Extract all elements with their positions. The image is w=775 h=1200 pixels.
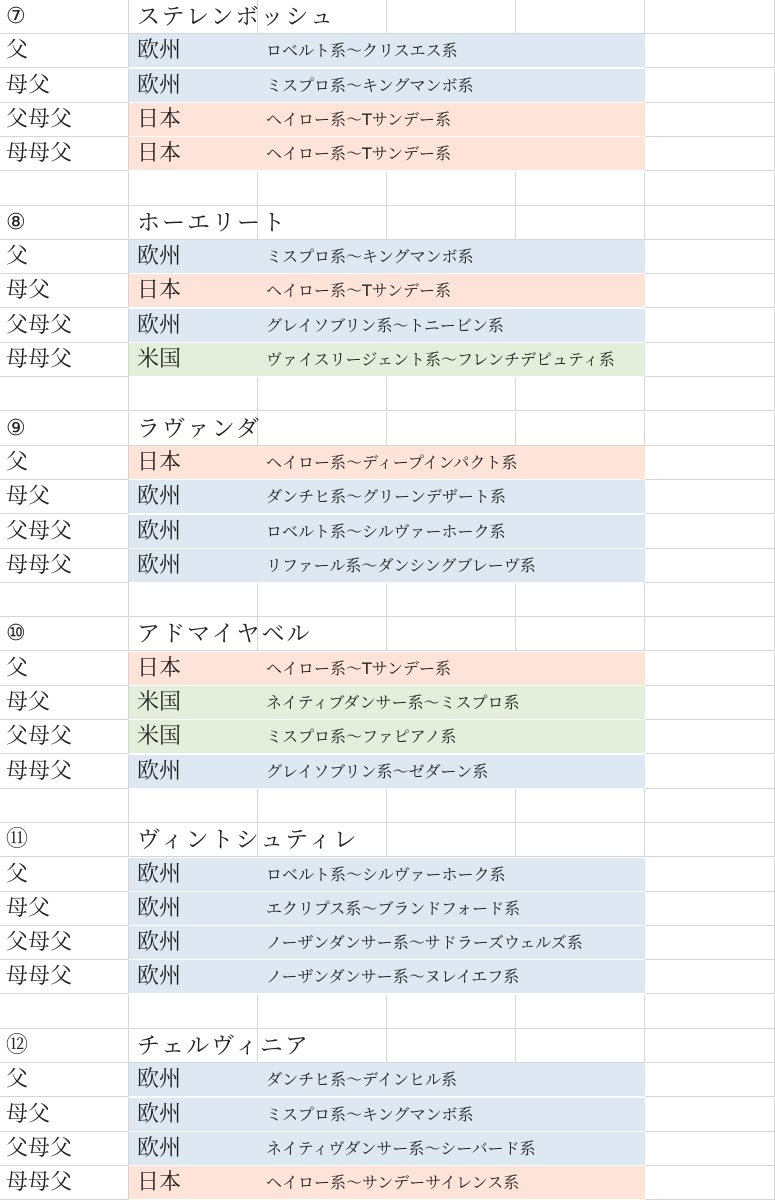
grid-cell[interactable] [387,1029,516,1063]
lineage-label: グレイソブリン系〜トニービン系 [266,315,504,335]
horse-name: チェルヴィニア [137,1033,310,1059]
region-label: 欧州 [137,312,182,338]
grid-cell[interactable] [645,343,775,377]
grid-cell[interactable] [645,137,775,171]
grid-cell[interactable] [516,412,645,446]
horse-name: アドマイヤベル [137,621,312,648]
blank-row [0,583,775,617]
pedigree-row [0,652,775,686]
pedigree-position-label: 父母父 [6,312,73,338]
pedigree-position-label: 母母父 [6,964,73,990]
grid-cell[interactable] [0,789,129,823]
grid-cell[interactable] [129,995,258,1029]
pedigree-position-label: 父 [6,449,29,475]
pedigree-row [0,309,775,343]
pedigree-position-label: 母母父 [6,141,73,167]
pedigree-row [0,926,775,960]
region-label: 日本 [137,278,182,304]
grid-cell[interactable] [645,103,775,137]
pedigree-row [0,446,775,480]
lineage-label: ヘイロー系〜Tサンデー系 [266,144,451,164]
pedigree-row [0,720,775,754]
horse-number: ⑦ [6,4,26,29]
region-label: 欧州 [137,244,182,270]
grid-cell[interactable] [645,1132,775,1166]
pedigree-position-label: 父 [6,1067,29,1093]
grid-cell[interactable] [645,480,775,514]
grid-cell[interactable] [516,823,645,857]
grid-cell[interactable] [0,995,129,1029]
region-label: 欧州 [137,1067,182,1093]
lineage-label: ロベルト系〜シルヴァーホーク系 [266,521,506,541]
pedigree-position-label: 父母父 [6,518,73,544]
grid-cell[interactable] [645,0,775,34]
pedigree-row [0,69,775,103]
lineage-label: ロベルト系〜シルヴァーホーク系 [266,864,506,884]
grid-cell[interactable] [645,617,775,651]
grid-cell[interactable] [645,583,775,617]
pedigree-position-label: 母母父 [6,347,73,372]
grid-cell[interactable] [387,377,516,411]
grid-cell[interactable] [258,583,387,617]
grid-cell[interactable] [258,172,387,206]
grid-cell[interactable] [645,274,775,308]
grid-cell[interactable] [387,823,516,857]
horse-name: ラヴァンダ [137,415,261,442]
horse-number: ⑫ [6,1033,29,1058]
pedigree-row [0,1132,775,1166]
pedigree-position-label: 母母父 [6,758,73,784]
region-label: 欧州 [137,38,182,64]
region-label: 欧州 [137,930,182,956]
pedigree-row [0,686,775,720]
region-label: 欧州 [137,552,182,578]
grid-cell[interactable] [387,412,516,446]
pedigree-row [0,240,775,274]
region-label: 米国 [137,724,182,750]
grid-cell[interactable] [645,1063,775,1097]
grid-cell[interactable] [387,172,516,206]
lineage-label: ミスプロ系〜キングマンボ系 [266,247,474,267]
grid-cell[interactable] [516,172,645,206]
region-label: 欧州 [137,758,182,784]
horse-name: ホーエリート [137,209,287,236]
grid-cell[interactable] [645,995,775,1029]
lineage-label: ヘイロー系〜ディープインパクト系 [266,452,518,472]
pedigree-row [0,960,775,994]
region-label: 日本 [137,106,182,132]
grid-cell[interactable] [516,583,645,617]
horse-header-row [0,823,775,857]
pedigree-position-label: 父 [6,244,29,270]
horse-number: ⑨ [6,415,26,441]
grid-cell[interactable] [0,377,129,411]
grid-cell[interactable] [258,377,387,411]
grid-cell[interactable] [645,755,775,789]
horse-header-row [0,617,775,651]
region-label: 日本 [137,1170,182,1196]
pedigree-position-label: 母母父 [6,1170,73,1196]
grid-cell[interactable] [645,377,775,411]
lineage-label: ヘイロー系〜サンデーサイレンス系 [266,1173,520,1193]
horse-header-row [0,0,775,34]
grid-cell[interactable] [129,789,258,823]
grid-cell[interactable] [129,172,258,206]
lineage-label: ミスプロ系〜キングマンボ系 [266,1104,474,1124]
grid-cell[interactable] [387,583,516,617]
grid-cell[interactable] [387,0,516,34]
grid-cell[interactable] [645,172,775,206]
region-label: 欧州 [137,861,182,887]
lineage-label: ネイティブダンサー系〜ミスプロ系 [266,693,520,712]
grid-cell[interactable] [387,789,516,823]
lineage-label: ヴァイスリージェント系〜フレンチデピュティ系 [266,350,615,369]
pedigree-position-label: 母父 [6,1101,51,1127]
lineage-label: ヘイロー系〜Tサンデー系 [266,658,451,678]
lineage-label: ダンチヒ系〜デインヒル系 [266,1070,458,1090]
grid-cell[interactable] [258,995,387,1029]
grid-cell[interactable] [387,617,516,651]
grid-cell[interactable] [645,1098,775,1132]
grid-cell[interactable] [645,960,775,994]
grid-cell[interactable] [387,995,516,1029]
grid-cell[interactable] [516,206,645,240]
region-label: 米国 [137,690,182,715]
pedigree-row [0,549,775,583]
grid-cell[interactable] [645,549,775,583]
lineage-label: ノーザンダンサー系〜サドラーズウェルズ系 [266,933,583,953]
pedigree-row [0,137,775,171]
grid-cell[interactable] [645,686,775,720]
lineage-label: ネイティヴダンサー系〜シーバード系 [266,1138,536,1158]
grid-cell[interactable] [645,652,775,686]
grid-cell[interactable] [129,377,258,411]
pedigree-row [0,1166,775,1200]
pedigree-position-label: 父母父 [6,930,73,956]
region-label: 欧州 [137,72,182,98]
blank-row [0,995,775,1029]
grid-cell[interactable] [258,412,387,446]
pedigree-row [0,103,775,137]
grid-cell[interactable] [258,789,387,823]
horse-number: ⑧ [6,209,26,235]
grid-cell[interactable] [516,995,645,1029]
lineage-label: ノーザンダンサー系〜ヌレイエフ系 [266,967,520,987]
grid-cell[interactable] [516,617,645,651]
grid-cell[interactable] [645,34,775,68]
region-label: 欧州 [137,1101,182,1127]
region-label: 米国 [137,347,182,372]
grid-cell[interactable] [645,926,775,960]
pedigree-row [0,1063,775,1097]
pedigree-position-label: 父母父 [6,724,73,750]
grid-cell[interactable] [0,583,129,617]
grid-cell[interactable] [645,206,775,240]
grid-cell[interactable] [645,823,775,857]
blank-row [0,377,775,411]
pedigree-position-label: 父母父 [6,106,73,132]
grid-cell[interactable] [645,1166,775,1200]
pedigree-row [0,892,775,926]
lineage-label: エクリプス系〜ブランドフォード系 [266,898,521,918]
lineage-label: ミスプロ系〜キングマンボ系 [266,75,474,95]
horse-name: ヴィントシュティレ [137,827,359,854]
region-label: 日本 [137,449,182,475]
grid-cell[interactable] [645,720,775,754]
grid-cell[interactable] [645,446,775,480]
lineage-label: ヘイロー系〜Tサンデー系 [266,109,451,129]
horse-name: ステレンボッシュ [137,4,336,30]
grid-cell[interactable] [516,0,645,34]
pedigree-position-label: 母父 [6,72,51,98]
grid-cell[interactable] [645,515,775,549]
pedigree-row [0,755,775,789]
pedigree-position-label: 父 [6,38,29,64]
region-label: 欧州 [137,895,182,921]
region-label: 日本 [137,655,182,681]
pedigree-row [0,274,775,308]
pedigree-row [0,858,775,892]
grid-cell[interactable] [516,789,645,823]
pedigree-position-label: 父 [6,655,29,681]
grid-cell[interactable] [516,377,645,411]
region-label: 欧州 [137,1135,182,1161]
lineage-label: リファール系〜ダンシングブレーヴ系 [266,555,536,575]
lineage-label: ロベルト系〜クリスエス系 [266,41,458,61]
horse-header-row [0,1029,775,1063]
grid-cell[interactable] [645,858,775,892]
region-label: 日本 [137,141,182,167]
grid-cell[interactable] [645,789,775,823]
lineage-label: ミスプロ系〜ファピアノ系 [266,727,457,747]
pedigree-position-label: 母父 [6,484,51,510]
region-label: 欧州 [137,518,182,544]
grid-cell[interactable] [645,309,775,343]
pedigree-position-label: 母父 [6,690,51,715]
lineage-label: グレイソブリン系〜ゼダーン系 [266,761,489,781]
lineage-label: ヘイロー系〜Tサンデー系 [266,281,451,301]
region-label: 欧州 [137,484,182,510]
grid-cell[interactable] [645,69,775,103]
pedigree-position-label: 母父 [6,278,51,304]
pedigree-position-label: 母母父 [6,552,73,578]
pedigree-row [0,1098,775,1132]
grid-cell[interactable] [645,1029,775,1063]
horse-number: ⑪ [6,827,29,853]
grid-cell[interactable] [387,206,516,240]
pedigree-position-label: 父 [6,861,29,887]
pedigree-row [0,480,775,514]
grid-cell[interactable] [129,583,258,617]
pedigree-row [0,515,775,549]
horse-number: ⑩ [6,621,26,647]
pedigree-row [0,34,775,68]
horse-header-row [0,412,775,446]
grid-cell[interactable] [0,172,129,206]
blank-row [0,172,775,206]
pedigree-position-label: 母父 [6,895,51,921]
grid-cell[interactable] [645,412,775,446]
region-label: 欧州 [137,964,182,990]
grid-cell[interactable] [645,892,775,926]
grid-cell[interactable] [516,1029,645,1063]
lineage-label: ダンチヒ系〜グリーンデザート系 [266,487,506,507]
horse-header-row [0,206,775,240]
grid-cell[interactable] [645,240,775,274]
pedigree-row [0,343,775,377]
pedigree-position-label: 父母父 [6,1135,73,1161]
blank-row [0,789,775,823]
